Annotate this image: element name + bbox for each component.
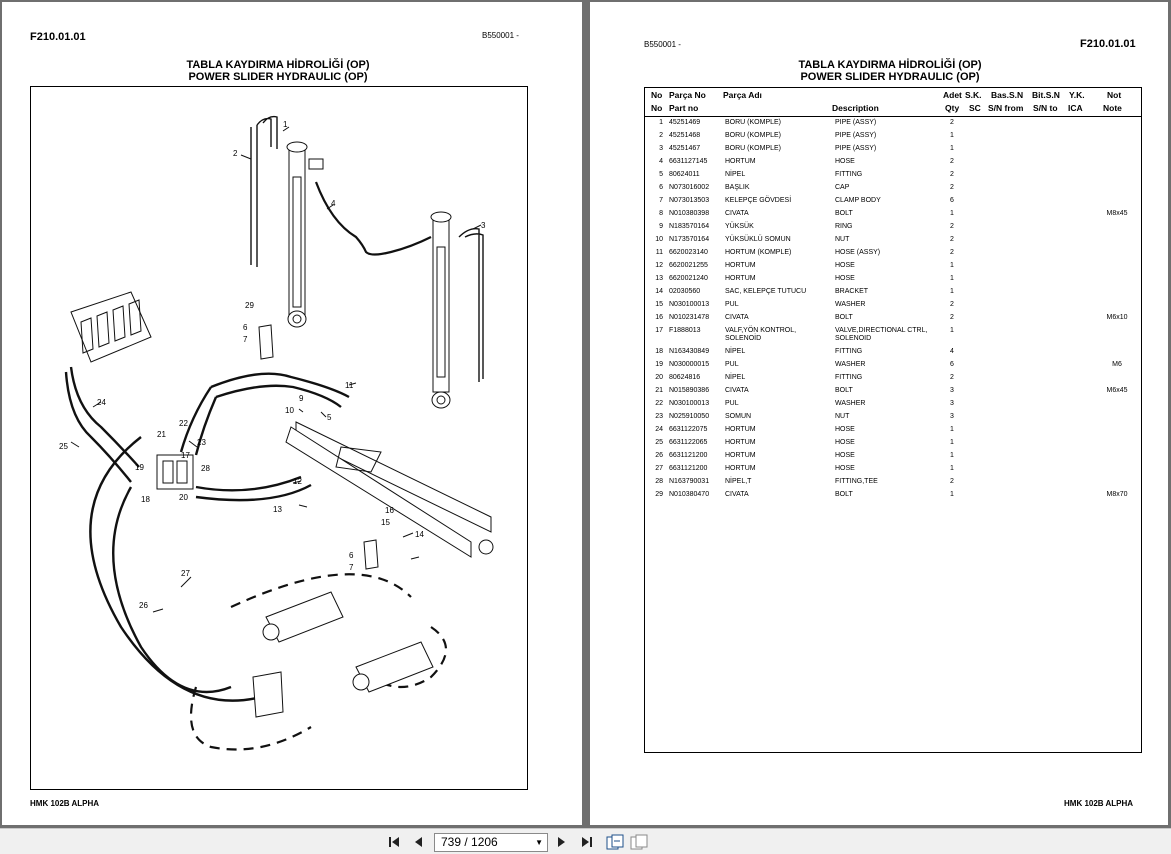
row-part-name: HORTUM bbox=[725, 158, 756, 165]
left-page bbox=[2, 2, 582, 825]
callout: 27 bbox=[181, 569, 190, 578]
row-part-name: PUL bbox=[725, 361, 739, 368]
row-part-number: 80624011 bbox=[669, 171, 700, 178]
row-description: NUT bbox=[835, 413, 850, 420]
row-no: 21 bbox=[655, 387, 663, 394]
row-part-name: HORTUM bbox=[725, 262, 756, 269]
row-part-number: 6631122065 bbox=[669, 439, 708, 446]
callout: 10 bbox=[285, 406, 294, 415]
header-note-en: Note bbox=[1103, 103, 1122, 113]
row-part-name: NİPEL bbox=[725, 171, 746, 178]
header-part-tr: Parça No bbox=[669, 90, 706, 100]
callout: 19 bbox=[135, 463, 144, 472]
row-part-name: PUL bbox=[725, 400, 739, 407]
row-part-number: 6631121200 bbox=[669, 452, 708, 459]
row-description: BOLT bbox=[835, 210, 853, 217]
row-description: HOSE (ASSY) bbox=[835, 249, 881, 256]
row-part-name: HORTUM (KOMPLE) bbox=[725, 249, 792, 256]
row-quantity: 1 bbox=[950, 465, 954, 472]
row-description: FITTING,TEE bbox=[835, 478, 878, 485]
first-page-icon[interactable] bbox=[387, 835, 401, 849]
row-part-name: NİPEL bbox=[725, 348, 746, 355]
slider-cylinder-left bbox=[287, 142, 323, 327]
row-description: FITTING bbox=[835, 171, 863, 178]
page-code: F210.01.01 bbox=[1080, 38, 1136, 50]
row-part-name: VALF,YÖN KONTROL, bbox=[725, 327, 797, 334]
row-no: 2 bbox=[659, 132, 663, 139]
row-part-name: YÜKSÜK bbox=[725, 223, 754, 230]
callout: 12 bbox=[293, 477, 302, 486]
parts-table bbox=[644, 87, 1142, 753]
header-sc-tr: S.K. bbox=[965, 90, 982, 100]
row-part-number: N010380398 bbox=[669, 210, 710, 217]
table-row bbox=[645, 452, 1141, 465]
callout: 2 bbox=[233, 149, 238, 158]
row-quantity: 1 bbox=[950, 132, 954, 139]
row-part-number: N073013503 bbox=[669, 197, 710, 204]
table-row bbox=[645, 426, 1141, 439]
row-part-number: 6631122075 bbox=[669, 426, 708, 433]
row-description: BOLT bbox=[835, 387, 853, 394]
row-part-name: BORU (KOMPLE) bbox=[725, 132, 782, 139]
row-part-name: BAŞLIK bbox=[725, 184, 750, 191]
callout: 24 bbox=[97, 398, 106, 407]
row-part-number: 45251468 bbox=[669, 132, 701, 139]
table-row bbox=[645, 301, 1141, 314]
row-description: PIPE (ASSY) bbox=[835, 132, 877, 139]
table-row bbox=[645, 314, 1141, 327]
row-part-number: N015890386 bbox=[669, 387, 710, 394]
row-no: 12 bbox=[655, 262, 663, 269]
row-part-name: NİPEL,T bbox=[725, 478, 752, 485]
row-part-number: 45251469 bbox=[669, 119, 701, 126]
table-row bbox=[645, 158, 1141, 171]
title-tr: TABLA KAYDIRMA HİDROLİĞİ (OP) bbox=[798, 59, 982, 71]
row-note: M6x45 bbox=[1106, 387, 1128, 394]
header-no-tr: No bbox=[651, 90, 663, 100]
table-row bbox=[645, 119, 1141, 132]
row-part-number: 6620023140 bbox=[669, 249, 708, 256]
row-no: 23 bbox=[655, 413, 663, 420]
slider-cylinder-right bbox=[431, 212, 451, 408]
row-no: 27 bbox=[655, 465, 663, 472]
row-description: WASHER bbox=[835, 301, 866, 308]
row-quantity: 2 bbox=[950, 301, 954, 308]
callout: 14 bbox=[415, 530, 424, 539]
row-description: HOSE bbox=[835, 426, 855, 433]
callout: 13 bbox=[273, 505, 282, 514]
row-quantity: 1 bbox=[950, 262, 954, 269]
row-no: 29 bbox=[655, 491, 663, 498]
table-row bbox=[645, 145, 1141, 158]
row-quantity: 2 bbox=[950, 158, 954, 165]
row-description: WASHER bbox=[835, 400, 866, 407]
callout: 11 bbox=[345, 381, 354, 390]
table-row bbox=[645, 262, 1141, 275]
row-part-name: HORTUM bbox=[725, 465, 756, 472]
row-note: M6 bbox=[1112, 361, 1122, 368]
row-part-number: 6631121200 bbox=[669, 465, 708, 472]
row-part-number: 6631127145 bbox=[669, 158, 708, 165]
row-part-number: 80624816 bbox=[669, 374, 701, 381]
callout: 16 bbox=[385, 506, 394, 515]
row-part-name: CIVATA bbox=[725, 491, 749, 498]
row-description: PIPE (ASSY) bbox=[835, 119, 877, 126]
header-from-tr: Bas.S.N bbox=[991, 90, 1024, 100]
callout: 18 bbox=[141, 495, 150, 504]
hydraulic-drawing bbox=[31, 87, 527, 789]
row-part-number: 6620021255 bbox=[669, 262, 708, 269]
header-no-en: No bbox=[651, 103, 663, 113]
row-quantity: 1 bbox=[950, 426, 954, 433]
callout: 15 bbox=[381, 518, 390, 527]
row-no: 3 bbox=[659, 145, 663, 152]
callout: 26 bbox=[139, 601, 148, 610]
row-part-name: SAC, KELEPÇE TUTUCU bbox=[725, 288, 807, 295]
row-quantity: 2 bbox=[950, 184, 954, 191]
header-name-tr: Parça Adı bbox=[723, 90, 762, 100]
row-no: 14 bbox=[655, 288, 663, 295]
callout: 20 bbox=[179, 493, 188, 502]
exploded-diagram bbox=[30, 86, 528, 790]
row-part-name: CIVATA bbox=[725, 314, 749, 321]
row-part-name: BORU (KOMPLE) bbox=[725, 145, 782, 152]
row-no: 10 bbox=[655, 236, 663, 243]
row-no: 4 bbox=[659, 158, 663, 165]
callout: 29 bbox=[245, 301, 254, 310]
row-no: 13 bbox=[655, 275, 663, 282]
footer-model: HMK 102B ALPHA bbox=[1064, 799, 1134, 808]
row-part-name: YÜKSÜKLÜ SOMUN bbox=[725, 236, 791, 243]
header-part-en: Part no bbox=[669, 103, 699, 113]
callout: 28 bbox=[201, 464, 210, 473]
row-description: WASHER bbox=[835, 361, 866, 368]
row-description: HOSE bbox=[835, 262, 855, 269]
row-no: 5 bbox=[659, 171, 663, 178]
row-part-name: KELEPÇE GÖVDESİ bbox=[725, 197, 792, 204]
table-row bbox=[645, 400, 1141, 413]
table-row bbox=[645, 223, 1141, 236]
row-part-number: N183570164 bbox=[669, 223, 710, 230]
header-to-en: S/N to bbox=[1033, 103, 1058, 113]
row-no: 28 bbox=[655, 478, 663, 485]
row-part-name-line2: SOLENOİD bbox=[725, 335, 762, 342]
header-qty-tr: Adet bbox=[943, 90, 962, 100]
row-no: 25 bbox=[655, 439, 663, 446]
row-no: 24 bbox=[655, 426, 663, 433]
page-code: F210.01.01 bbox=[30, 31, 86, 43]
row-no: 20 bbox=[655, 374, 663, 381]
header-divider bbox=[645, 116, 1141, 117]
table-row bbox=[645, 413, 1141, 426]
row-no: 1 bbox=[659, 119, 663, 126]
table-row bbox=[645, 184, 1141, 197]
row-part-number: 45251467 bbox=[669, 145, 701, 152]
table-row bbox=[645, 491, 1141, 504]
row-description: HOSE bbox=[835, 439, 855, 446]
row-part-number: N010380470 bbox=[669, 491, 710, 498]
next-page-icon[interactable] bbox=[554, 835, 568, 849]
row-description: BOLT bbox=[835, 314, 853, 321]
row-description: RING bbox=[835, 223, 853, 230]
row-part-number: N030100013 bbox=[669, 400, 710, 407]
row-part-number: N010231478 bbox=[669, 314, 710, 321]
row-part-number: N163790031 bbox=[669, 478, 710, 485]
row-description: BRACKET bbox=[835, 288, 869, 295]
row-part-name: NİPEL bbox=[725, 374, 746, 381]
table-row bbox=[645, 132, 1141, 145]
callout: 25 bbox=[59, 442, 68, 451]
row-quantity: 6 bbox=[950, 197, 954, 204]
table-row bbox=[645, 249, 1141, 262]
row-no: 7 bbox=[659, 197, 663, 204]
row-quantity: 3 bbox=[950, 413, 954, 420]
table-row bbox=[645, 387, 1141, 400]
table-row bbox=[645, 197, 1141, 210]
row-quantity: 2 bbox=[950, 171, 954, 178]
row-part-number: F1888013 bbox=[669, 327, 701, 334]
row-no: 16 bbox=[655, 314, 663, 321]
page-number-input[interactable] bbox=[434, 833, 548, 852]
row-no: 11 bbox=[655, 249, 663, 256]
row-quantity: 1 bbox=[950, 327, 954, 334]
callout: 23 bbox=[197, 438, 206, 447]
row-no: 6 bbox=[659, 184, 663, 191]
row-no: 15 bbox=[655, 301, 663, 308]
table-row bbox=[645, 439, 1141, 452]
row-quantity: 1 bbox=[950, 491, 954, 498]
row-description: HOSE bbox=[835, 158, 855, 165]
row-no: 18 bbox=[655, 348, 663, 355]
solenoid-valve bbox=[157, 455, 193, 489]
row-quantity: 2 bbox=[950, 314, 954, 321]
lower-cylinder-2 bbox=[353, 642, 433, 692]
table-row bbox=[645, 171, 1141, 184]
row-part-name: HORTUM bbox=[725, 439, 756, 446]
title-tr: TABLA KAYDIRMA HİDROLİĞİ (OP) bbox=[186, 59, 370, 71]
bracket bbox=[253, 672, 283, 717]
callout: 3 bbox=[481, 221, 486, 230]
header-ica-en: ICA bbox=[1068, 103, 1083, 113]
table-row bbox=[645, 374, 1141, 387]
row-quantity: 3 bbox=[950, 400, 954, 407]
title-en: POWER SLIDER HYDRAULIC (OP) bbox=[800, 71, 980, 83]
row-part-number: N163430849 bbox=[669, 348, 710, 355]
header-to-tr: Bit.S.N bbox=[1032, 90, 1060, 100]
row-description: PIPE (ASSY) bbox=[835, 145, 877, 152]
row-quantity: 1 bbox=[950, 288, 954, 295]
callout: 17 bbox=[181, 451, 190, 460]
header-qty-en: Qty bbox=[945, 103, 960, 113]
fit-page-icon[interactable] bbox=[606, 834, 624, 850]
table-row bbox=[645, 327, 1141, 340]
callout: 9 bbox=[299, 394, 304, 403]
row-part-number: N173570164 bbox=[669, 236, 710, 243]
header-sc-en: SC bbox=[969, 103, 981, 113]
row-part-number: N025910050 bbox=[669, 413, 710, 420]
row-no: 22 bbox=[655, 400, 663, 407]
row-quantity: 1 bbox=[950, 439, 954, 446]
row-quantity: 2 bbox=[950, 478, 954, 485]
row-quantity: 2 bbox=[950, 223, 954, 230]
row-quantity: 2 bbox=[950, 249, 954, 256]
row-note: M8x70 bbox=[1106, 491, 1128, 498]
row-part-number: 02030560 bbox=[669, 288, 701, 295]
table-row bbox=[645, 478, 1141, 491]
row-quantity: 1 bbox=[950, 145, 954, 152]
row-description: NUT bbox=[835, 236, 850, 243]
lower-cylinder-1 bbox=[263, 592, 343, 642]
row-quantity: 1 bbox=[950, 452, 954, 459]
row-quantity: 4 bbox=[950, 348, 954, 355]
row-no: 8 bbox=[659, 210, 663, 217]
page-indicator: 739 / 1206 bbox=[441, 835, 498, 849]
row-part-name: HORTUM bbox=[725, 426, 756, 433]
row-no: 17 bbox=[655, 327, 663, 334]
last-page-icon[interactable] bbox=[580, 835, 594, 849]
table-row bbox=[645, 275, 1141, 288]
callout: 7 bbox=[349, 563, 354, 572]
callout: 21 bbox=[157, 430, 166, 439]
header-ica-tr: Y.K. bbox=[1069, 90, 1085, 100]
callout: 6 bbox=[349, 551, 354, 560]
row-part-name: CIVATA bbox=[725, 210, 749, 217]
row-description: FITTING bbox=[835, 374, 863, 381]
row-part-number: 6620021240 bbox=[669, 275, 708, 282]
right-page bbox=[590, 2, 1168, 825]
row-quantity: 6 bbox=[950, 361, 954, 368]
row-description: HOSE bbox=[835, 275, 855, 282]
row-part-name: BORU (KOMPLE) bbox=[725, 119, 782, 126]
table-row bbox=[645, 288, 1141, 301]
row-part-number: N030000015 bbox=[669, 361, 710, 368]
row-no: 19 bbox=[655, 361, 663, 368]
header-desc-en: Description bbox=[832, 103, 879, 113]
row-part-name: HORTUM bbox=[725, 452, 756, 459]
table-row bbox=[645, 236, 1141, 249]
row-quantity: 2 bbox=[950, 236, 954, 243]
callout: 5 bbox=[327, 413, 332, 422]
row-description: BOLT bbox=[835, 491, 853, 498]
row-quantity: 1 bbox=[950, 275, 954, 282]
row-description: HOSE bbox=[835, 465, 855, 472]
viewer-toolbar bbox=[0, 828, 1171, 854]
row-part-name: PUL bbox=[725, 301, 739, 308]
row-description-line2: SOLENOID bbox=[835, 335, 872, 342]
callout: 6 bbox=[243, 323, 248, 332]
header-from-en: S/N from bbox=[988, 103, 1024, 113]
header-note-tr: Not bbox=[1107, 90, 1122, 100]
table-row bbox=[645, 348, 1141, 361]
prev-page-icon[interactable] bbox=[412, 835, 426, 849]
row-description: VALVE,DIRECTIONAL CTRL, bbox=[835, 327, 928, 334]
row-note: M8x45 bbox=[1106, 210, 1128, 217]
row-description: FITTING bbox=[835, 348, 863, 355]
row-description: HOSE bbox=[835, 452, 855, 459]
row-quantity: 2 bbox=[950, 119, 954, 126]
row-quantity: 3 bbox=[950, 387, 954, 394]
serial-range: B550001 - bbox=[482, 31, 519, 40]
row-part-name: HORTUM bbox=[725, 275, 756, 282]
title-en: POWER SLIDER HYDRAULIC (OP) bbox=[188, 71, 368, 83]
row-part-name: CIVATA bbox=[725, 387, 749, 394]
serial-range: B550001 - bbox=[644, 40, 681, 49]
control-valve-bank bbox=[71, 292, 151, 362]
row-note: M6x10 bbox=[1106, 314, 1128, 321]
two-page-icon[interactable] bbox=[630, 834, 648, 850]
row-description: CAP bbox=[835, 184, 850, 191]
row-part-number: N073016002 bbox=[669, 184, 710, 191]
row-quantity: 2 bbox=[950, 374, 954, 381]
callout: 1 bbox=[283, 120, 288, 129]
table-row bbox=[645, 210, 1141, 223]
slider-frame bbox=[286, 422, 493, 557]
row-part-number: N030100013 bbox=[669, 301, 710, 308]
row-part-name: SOMUN bbox=[725, 413, 752, 420]
callout: 7 bbox=[243, 335, 248, 344]
row-no: 9 bbox=[659, 223, 663, 230]
row-quantity: 1 bbox=[950, 210, 954, 217]
callout: 4 bbox=[331, 199, 336, 208]
row-no: 26 bbox=[655, 452, 663, 459]
table-row bbox=[645, 361, 1141, 374]
footer-model: HMK 102B ALPHA bbox=[30, 799, 100, 808]
callout: 22 bbox=[179, 419, 188, 428]
row-description: CLAMP BODY bbox=[835, 197, 881, 204]
table-row bbox=[645, 465, 1141, 478]
chevron-down-icon[interactable]: ▼ bbox=[535, 838, 543, 847]
